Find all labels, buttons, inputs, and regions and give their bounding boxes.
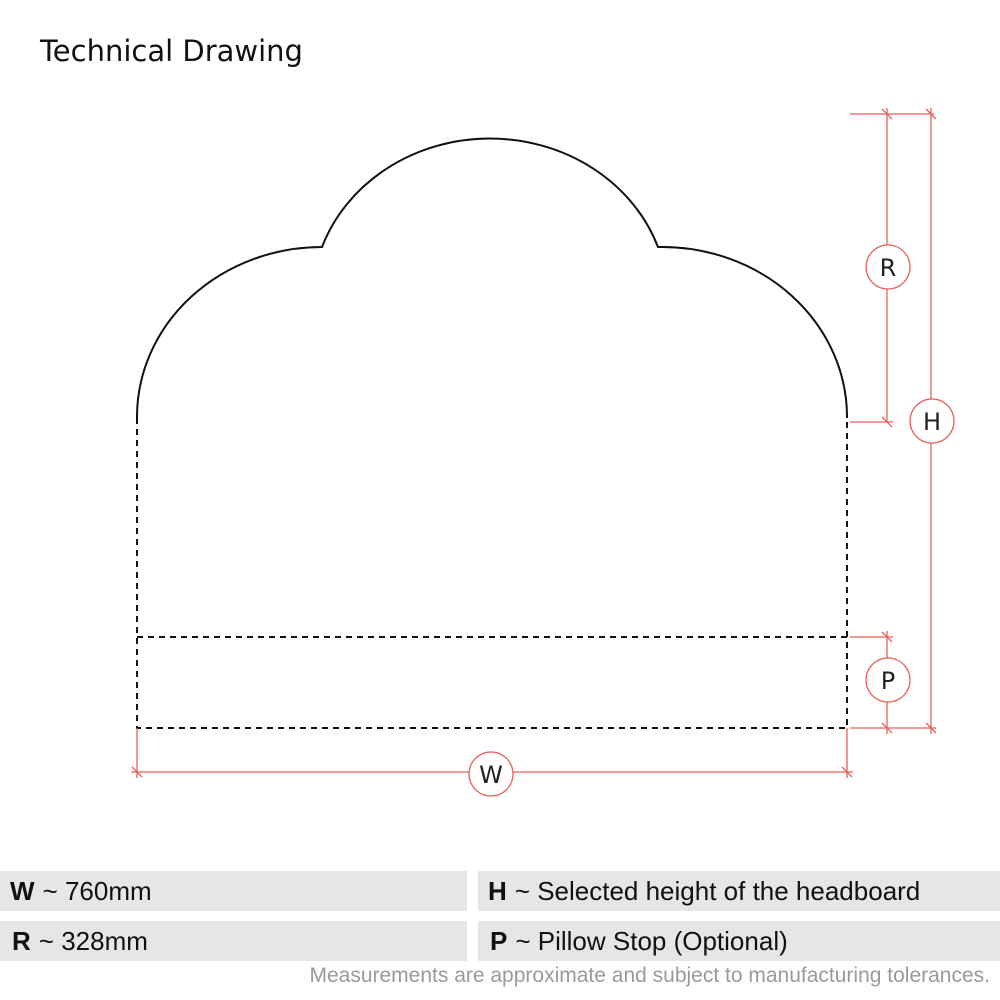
width-label — [469, 752, 513, 796]
legend-width-symbol: W — [10, 875, 35, 906]
legend-pillow-symbol: P — [490, 925, 508, 956]
height-label — [910, 399, 954, 443]
footnote: Measurements are approximate and subject to manufacturing tolerances. — [309, 964, 990, 987]
page-title: Technical Drawing — [40, 34, 303, 68]
legend-pillow — [478, 921, 1000, 961]
legend-radius — [0, 921, 467, 961]
svg-text:R: R — [879, 254, 897, 282]
svg-text:W: W — [479, 761, 503, 789]
legend-radius-symbol: R — [12, 925, 31, 956]
legend-height-text: ~ Selected height of the headboard — [514, 875, 921, 906]
dimension-lines — [131, 108, 936, 778]
legend-width-text: ~ 760mm — [42, 875, 152, 906]
legend-width — [0, 871, 467, 911]
radius-label — [866, 245, 910, 289]
pillow-label — [866, 658, 910, 702]
legend-pillow-text: ~ Pillow Stop (Optional) — [515, 925, 788, 956]
svg-text:H: H — [922, 408, 942, 436]
headboard-top-outline — [137, 139, 847, 418]
legend-height — [478, 871, 1000, 911]
legend-height-symbol: H — [488, 875, 507, 906]
svg-text:P: P — [880, 667, 896, 695]
legend-radius-text: ~ 328mm — [38, 925, 148, 956]
headboard-body-dashed — [137, 418, 847, 728]
